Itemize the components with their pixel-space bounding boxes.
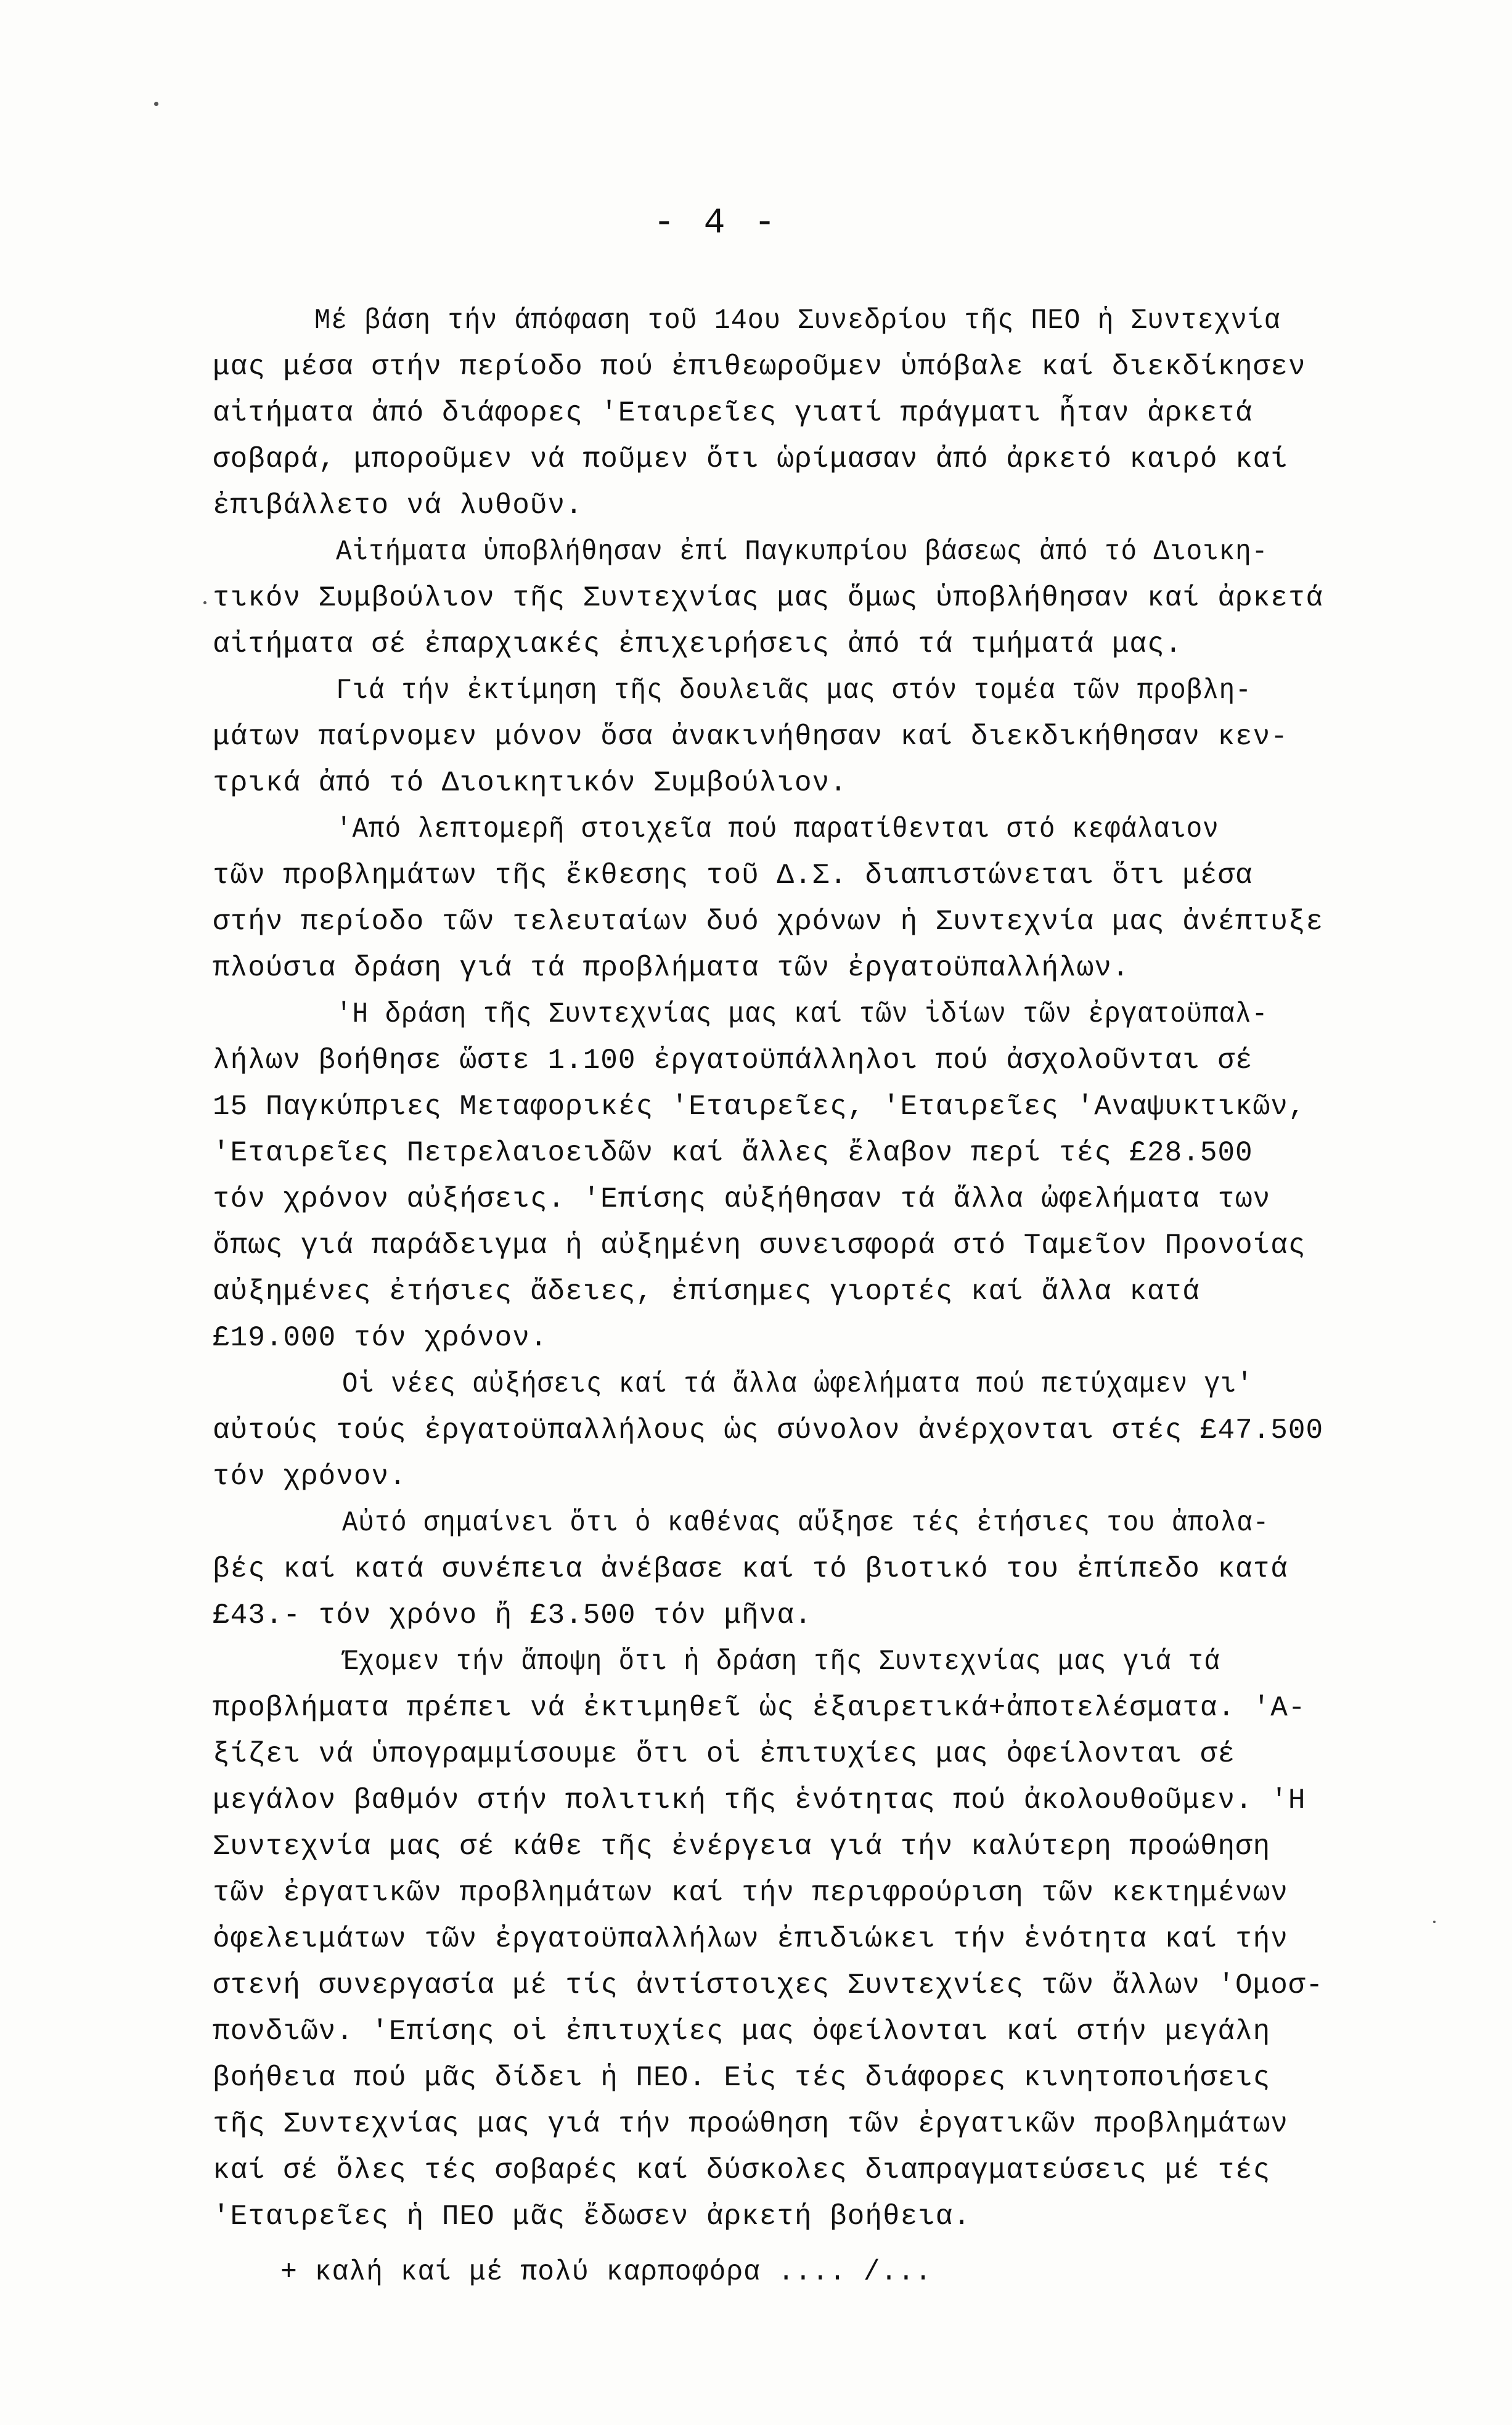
text-line: λήλων βοήθησε ὥστε 1.100 ἐργατοϋπάλληλοι πού ἀσχολοῦνται σέ xyxy=(213,1044,1253,1077)
text-line: μεγάλον βαθμόν στήν πολιτική τῆς ἑνότητας πού ἀκολουθοῦμεν. 'Η xyxy=(213,1784,1306,1816)
text-line: πονδιῶν. 'Επίσης οἱ ἐπιτυχίες μας ὀφείλονται καί στήν μεγάλη xyxy=(213,2016,1271,2048)
page-number: - 4 - xyxy=(653,203,780,244)
text-line: τῆς Συντεχνίας μας γιά τήν προώθηση τῶν ἐργατικῶν προβλημάτων xyxy=(213,2108,1288,2140)
text-line: £43.- τόν χρόνο ἤ £3.500 τόν μῆνα. xyxy=(213,1599,812,1631)
text-line: βές καί κατά συνέπεια ἀνέβασε καί τό βιοτικό του ἐπίπεδο κατά xyxy=(213,1553,1288,1585)
text-line: 'Η δράση τῆς Συντεχνίας μας καί τῶν ἰδίων τῶν ἐργατοϋπαλ- xyxy=(336,998,1269,1030)
text-line: τόν χρόνον. xyxy=(213,1461,407,1493)
text-line: τρικά ἀπό τό Διοικητικόν Συμβούλιον. xyxy=(213,767,848,799)
text-line: Αὐτό σημαίνει ὅτι ὁ καθένας αὔξησε τές ἐτήσιες του ἀπολα- xyxy=(342,1507,1270,1539)
text-line: τόν χρόνον αὐξήσεις. 'Επίσης αὐξήθησαν τά ἄλλα ὠφελήματα των xyxy=(213,1183,1271,1215)
text-line: τῶν προβλημάτων τῆς ἔκθεσης τοῦ Δ.Σ. διαπιστώνεται ὅτι μέσα xyxy=(213,860,1253,892)
text-line: ἐπιβάλλετο νά λυθοῦν. xyxy=(213,490,583,522)
text-line: ξίζει νά ὑπογραμμίσουμε ὅτι οἱ ἐπιτυχίες μας ὀφείλονται σέ xyxy=(213,1738,1236,1770)
text-line: Μέ βάση τήν άπόφαση τοῦ 14ου Συνεδρίου τῆς ΠΕΟ ἡ Συντεχνία xyxy=(314,305,1281,337)
text-line: τικόν Συμβούλιον τῆς Συντεχνίας μας ὅμως ὑποβλήθησαν καί ἀρκετά xyxy=(213,582,1324,614)
text-line: τῶν ἐργατικῶν προβλημάτων καί τήν περιφρούριση τῶν κεκτημένων xyxy=(213,1877,1288,1909)
text-line: αἰτήματα σέ ἐπαρχιακές ἐπιχειρήσεις ἀπό τά τμήματά μας. xyxy=(213,628,1183,660)
text-line: Αἰτήματα ὑποβλήθησαν ἐπί Παγκυπρίου βάσεως ἀπό τό Διοικη- xyxy=(336,536,1269,568)
text-line: στενή συνεργασία μέ τίς ἀντίστοιχες Συντεχνίες τῶν ἄλλων 'Ομοσ- xyxy=(213,1969,1324,2001)
text-line: Συντεχνία μας σέ κάθε τῆς ἐνέργεια γιά τήν καλύτερη προώθηση xyxy=(213,1831,1271,1863)
text-line: σοβαρά, μποροῦμεν νά ποῦμεν ὅτι ὡρίμασαν ἀπό ἀρκετό καιρό καί xyxy=(213,443,1288,475)
text-line: 'Εταιρεῖες Πετρελαιοειδῶν καί ἄλλες ἔλαβον περί τές £28.500 xyxy=(213,1137,1253,1169)
text-line: μάτων παίρνομεν μόνον ὅσα ἀνακινήθησαν καί διεκδικήθησαν κεν- xyxy=(213,721,1288,753)
text-line: ὀφελειμάτων τῶν ἐργατοϋπαλλήλων ἐπιδιώκει τήν ἑνότητα καί τήν xyxy=(213,1923,1288,1955)
text-line: Γιά τήν ἐκτίμηση τῆς δουλειᾶς μας στόν τομέα τῶν προβλη- xyxy=(336,675,1252,707)
text-line: μας μέσα στήν περίοδο πού ἐπιθεωροῦμεν ὑπόβαλε καί διεκδίκησεν xyxy=(213,351,1306,383)
text-line: καί σέ ὅλες τές σοβαρές καί δύσκολες διαπραγματεύσεις μέ τές xyxy=(213,2154,1271,2186)
scan-speck xyxy=(154,102,158,106)
text-line: £19.000 τόν χρόνον. xyxy=(213,1322,548,1354)
text-line: πλούσια δράση γιά τά προβλήματα τῶν ἐργατοϋπαλλήλων. xyxy=(213,952,1130,984)
text-line: βοήθεια πού μᾶς δίδει ἡ ΠΕΟ. Εἰς τές διάφορες κινητοποιήσεις xyxy=(213,2062,1271,2094)
text-line: αἰτήματα ἀπό διάφορες 'Εταιρεῖες γιατί πράγματι ἦταν ἀρκετά xyxy=(213,397,1253,429)
text-line: στήν περίοδο τῶν τελευταίων δυό χρόνων ἡ Συντεχνία μας ἀνέπτυξε xyxy=(213,906,1324,938)
footnote-line: + καλή καί μέ πολύ καρποφόρα .... /... xyxy=(280,2256,933,2288)
text-line: Έχομεν τήν ἄποψη ὅτι ἡ δράση τῆς Συντεχνίας μας γιά τά xyxy=(342,1646,1220,1678)
scan-speck xyxy=(1433,1921,1436,1923)
text-line: 15 Παγκύπριες Μεταφορικές 'Εταιρεῖες, 'Εταιρεῖες 'Αναψυκτικῶν, xyxy=(213,1091,1306,1123)
text-line: ὅπως γιά παράδειγμα ἡ αὐξημένη συνεισφορά στό Ταμεῖον Προνοίας xyxy=(213,1229,1306,1262)
text-line: Οἱ νέες αὐξήσεις καί τά ἄλλα ὠφελήματα πού πετύχαμεν γι' xyxy=(342,1368,1253,1400)
text-line: προβλήματα πρέπει νά ἐκτιμηθεῖ ὡς ἐξαιρετικά+ἀποτελέσματα. 'Α- xyxy=(213,1692,1306,1724)
text-line: αὐξημένες ἐτήσιες ἄδειες, ἐπίσημες γιορτές καί ἄλλα κατά xyxy=(213,1276,1200,1308)
scan-speck xyxy=(203,601,206,604)
text-line: αὐτούς τούς ἐργατοϋπαλλήλους ὡς σύνολον ἀνέρχονται στές £47.500 xyxy=(213,1414,1324,1446)
text-line: 'Από λεπτομερῆ στοιχεῖα πού παρατίθενται στό κεφάλαιον xyxy=(336,813,1219,845)
text-line: 'Εταιρεῖες ἡ ΠΕΟ μᾶς ἔδωσεν ἀρκετή βοήθεια. xyxy=(213,2201,971,2233)
